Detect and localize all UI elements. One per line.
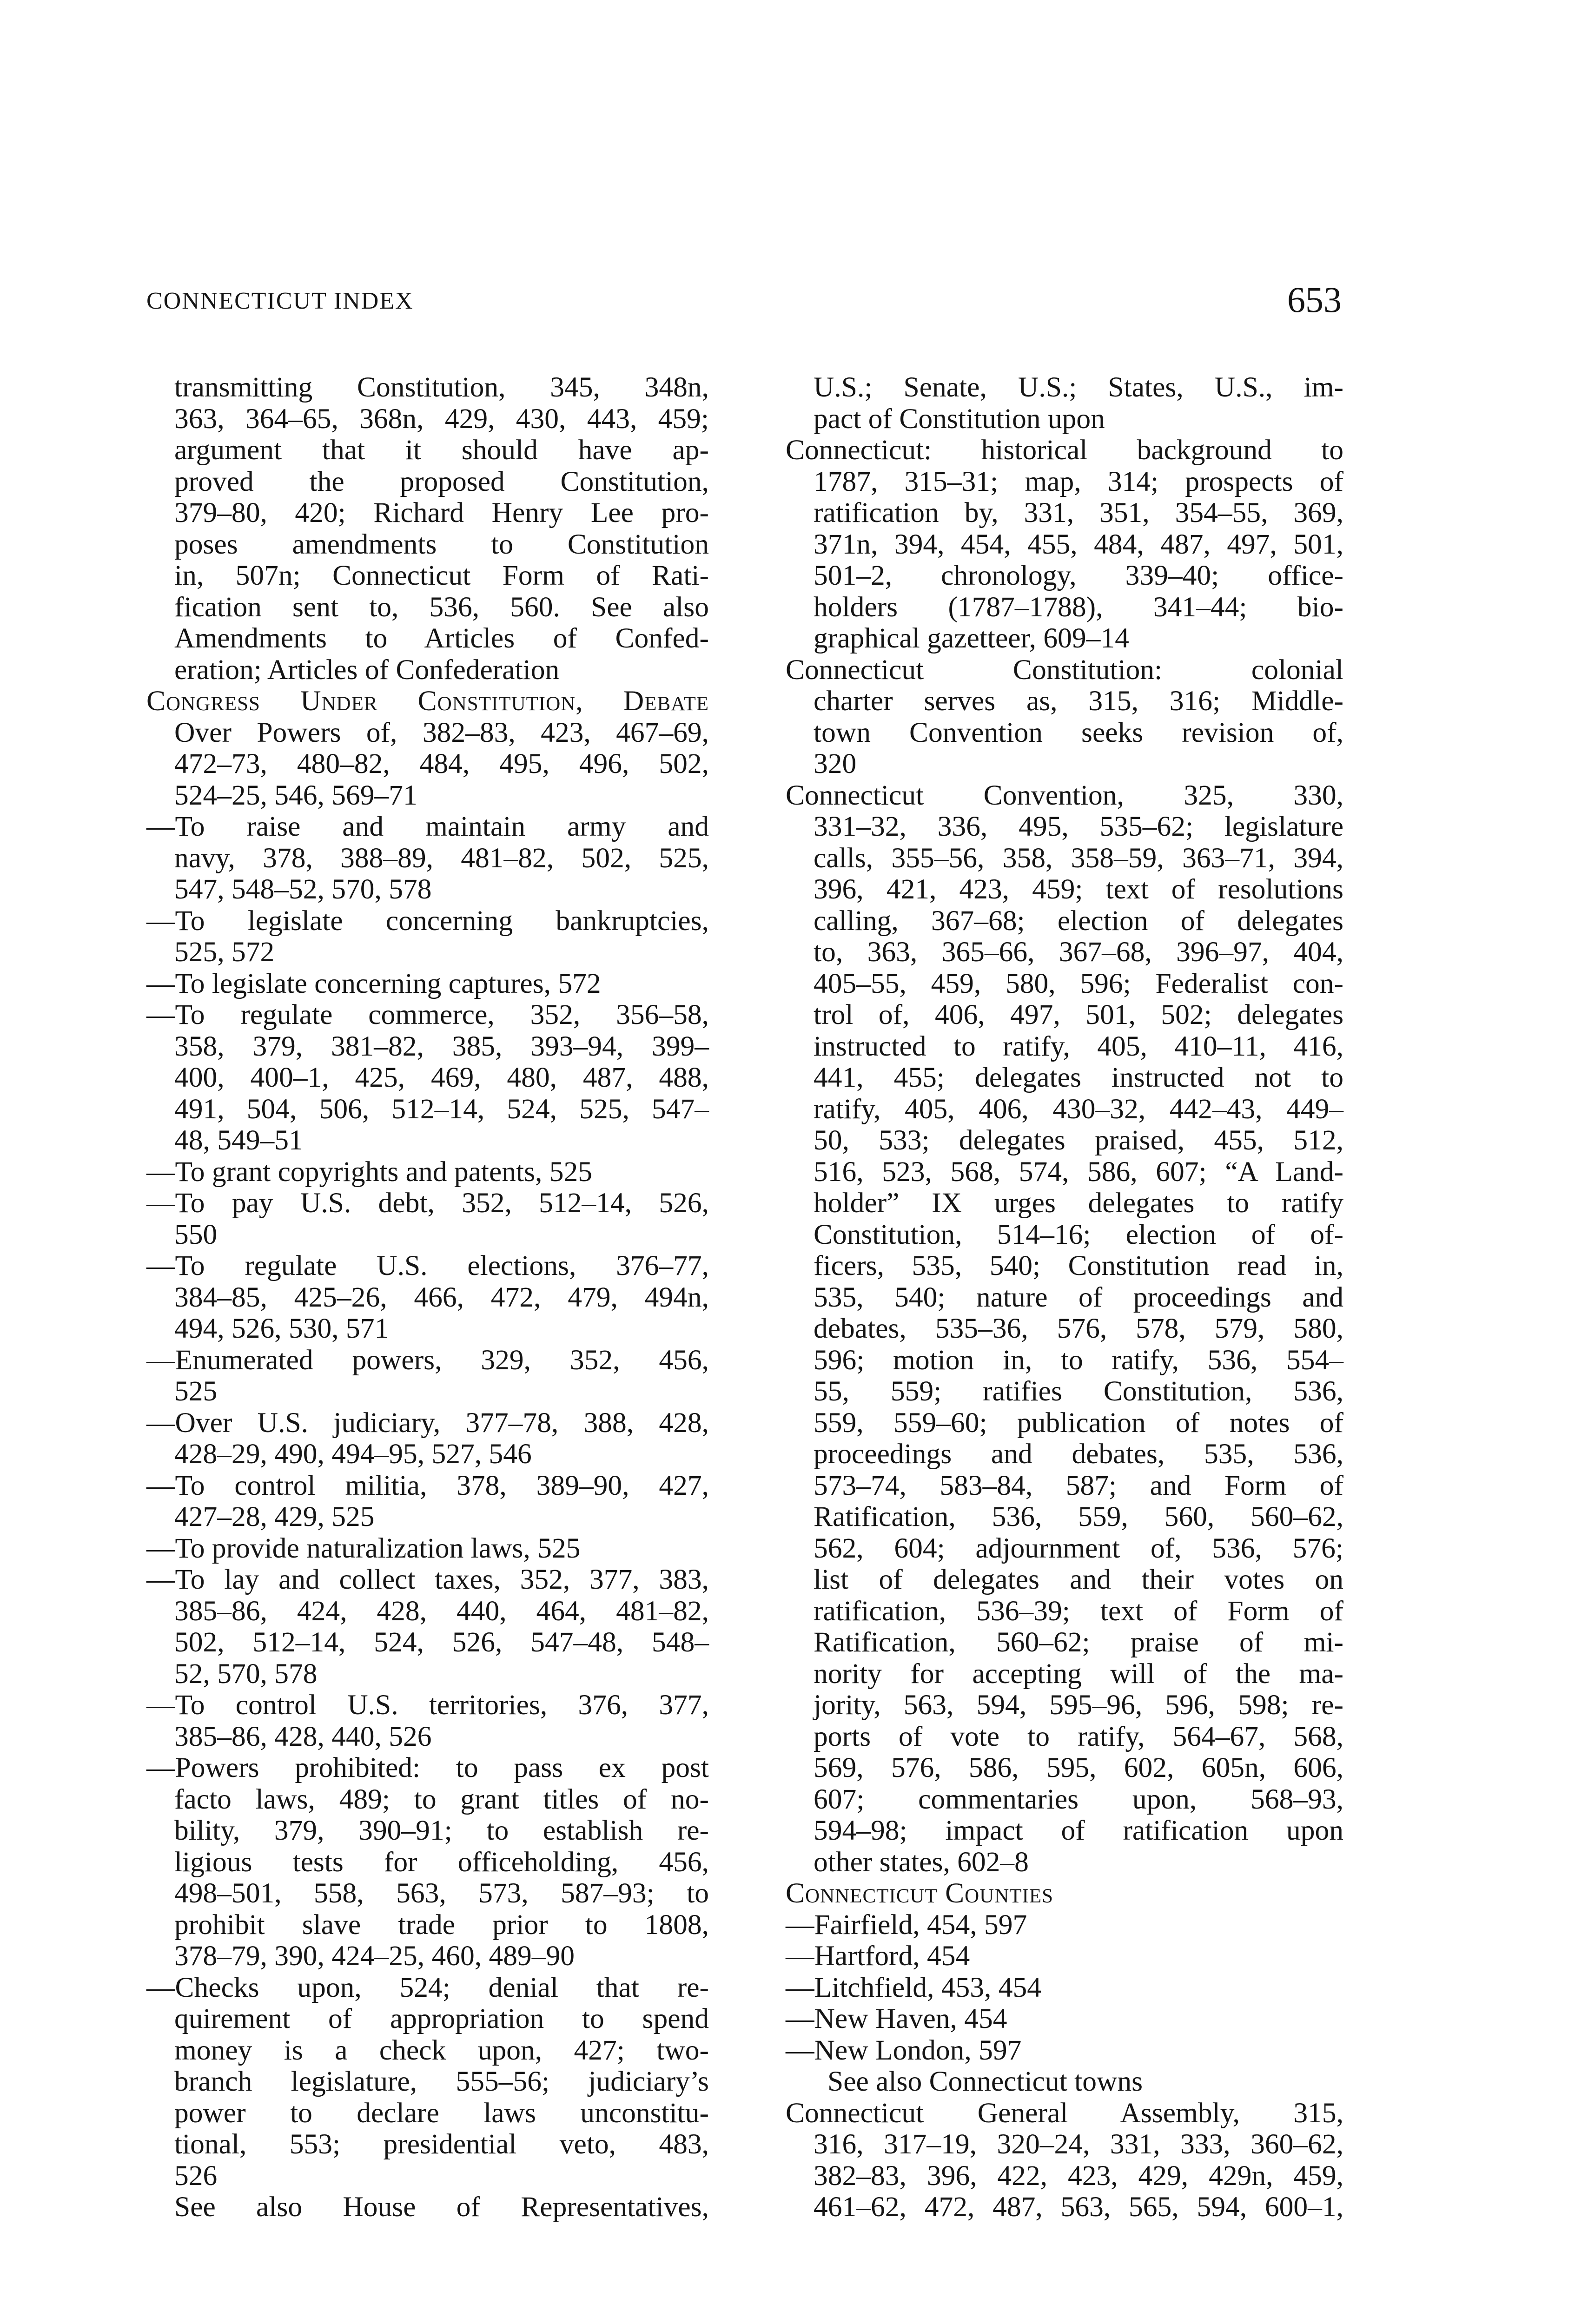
- index-line: tional, 553; presidential veto, 483,: [174, 2128, 709, 2160]
- index-line: list of delegates and their votes on: [814, 1564, 1343, 1595]
- index-line: —Litchfield, 453, 454: [786, 1971, 1041, 2003]
- index-line: 48, 549–51: [174, 1124, 303, 1156]
- index-line: 1787, 315–31; map, 314; prospects of: [814, 465, 1343, 497]
- index-line: —New Haven, 454: [786, 2003, 1007, 2034]
- index-line: graphical gazetteer, 609–14: [814, 622, 1129, 654]
- index-line: See also Connecticut towns: [827, 2066, 1143, 2097]
- index-line: —To grant copyrights and patents, 525: [146, 1155, 593, 1188]
- index-line: 55, 559; ratifies Constitution, 536,: [814, 1375, 1343, 1407]
- index-line: 502, 512–14, 524, 526, 547–48, 548–: [174, 1626, 709, 1658]
- index-line: —Powers prohibited: to pass ex post: [146, 1752, 709, 1783]
- index-line: 550: [174, 1218, 218, 1250]
- index-line: Amendments to Articles of Confed-: [174, 622, 709, 654]
- index-line: trol of, 406, 497, 501, 502; delegates: [814, 999, 1343, 1030]
- index-line: —Checks upon, 524; denial that re-: [146, 1971, 709, 2003]
- index-line: Connecticut: historical background to: [786, 434, 1343, 466]
- index-line: 385–86, 424, 428, 440, 464, 481–82,: [174, 1595, 709, 1627]
- page-number: 653: [1287, 279, 1342, 320]
- index-line: 384–85, 425–26, 466, 472, 479, 494n,: [174, 1281, 709, 1313]
- index-line: holder” IX urges delegates to ratify: [814, 1187, 1343, 1219]
- index-line: 526: [174, 2159, 218, 2192]
- left-column: [146, 372, 709, 2223]
- index-line: ratification by, 331, 351, 354–55, 369,: [814, 497, 1343, 528]
- index-line: 562, 604; adjournment of, 536, 576;: [814, 1532, 1343, 1564]
- index-line: to, 363, 365–66, 367–68, 396–97, 404,: [814, 936, 1343, 968]
- index-line: ratification, 536–39; text of Form of: [814, 1595, 1343, 1627]
- index-line: 569, 576, 586, 595, 602, 605n, 606,: [814, 1752, 1343, 1783]
- running-head: CONNECTICUT INDEX: [146, 288, 414, 314]
- index-line: —To legislate concerning bankruptcies,: [146, 905, 709, 937]
- index-line: 547, 548–52, 570, 578: [174, 873, 432, 905]
- index-line: —To raise and maintain army and: [146, 811, 709, 842]
- index-line: 378–79, 390, 424–25, 460, 489–90: [174, 1940, 575, 1972]
- index-line: —To regulate commerce, 352, 356–58,: [146, 999, 709, 1030]
- index-line: eration; Articles of Confederation: [174, 654, 560, 686]
- index-line: Over Powers of, 382–83, 423, 467–69,: [174, 716, 709, 748]
- index-line: fication sent to, 536, 560. See also: [174, 591, 709, 623]
- index-line: 498–501, 558, 563, 573, 587–93; to: [174, 1877, 709, 1909]
- index-line: 316, 317–19, 320–24, 331, 333, 360–62,: [814, 2128, 1343, 2160]
- index-line: calls, 355–56, 358, 358–59, 363–71, 394,: [814, 842, 1343, 874]
- index-line: 371n, 394, 454, 455, 484, 487, 497, 501,: [814, 528, 1343, 560]
- index-line: 494, 526, 530, 571: [174, 1313, 389, 1344]
- index-line: 525, 572: [174, 936, 275, 968]
- index-line: town Convention seeks revision of,: [814, 716, 1343, 748]
- index-line: 472–73, 480–82, 484, 495, 496, 502,: [174, 748, 709, 779]
- index-line: holders (1787–1788), 341–44; bio-: [814, 591, 1343, 623]
- index-line: quirement of appropriation to spend: [174, 2003, 709, 2034]
- index-line: 385–86, 428, 440, 526: [174, 1720, 432, 1752]
- index-line: 331–32, 336, 495, 535–62; legislature: [814, 811, 1343, 842]
- index-line: 516, 523, 568, 574, 586, 607; “A Land-: [814, 1155, 1343, 1188]
- index-line: 491, 504, 506, 512–14, 524, 525, 547–: [174, 1093, 709, 1125]
- index-line: 524–25, 546, 569–71: [174, 779, 417, 811]
- index-line: 320: [814, 748, 857, 779]
- index-line: Constitution, 514–16; election of of-: [814, 1218, 1343, 1250]
- index-line: 427–28, 429, 525: [174, 1501, 375, 1532]
- index-line: other states, 602–8: [814, 1846, 1029, 1878]
- right-column: [786, 372, 1343, 2223]
- index-line: 596; motion in, to ratify, 536, 554–: [814, 1344, 1343, 1376]
- index-line: —New London, 597: [786, 2034, 1022, 2066]
- index-line: Connecticut General Assembly, 315,: [786, 2097, 1343, 2129]
- index-line: navy, 378, 388–89, 481–82, 502, 525,: [174, 842, 709, 874]
- index-line: ligious tests for officeholding, 456,: [174, 1846, 709, 1878]
- index-line: power to declare laws unconstitu-: [174, 2097, 709, 2129]
- index-line: —Fairfield, 454, 597: [786, 1908, 1027, 1941]
- index-line: debates, 535–36, 576, 578, 579, 580,: [814, 1313, 1343, 1344]
- index-line: 428–29, 490, 494–95, 527, 546: [174, 1438, 532, 1470]
- index-line: charter serves as, 315, 316; Middle-: [814, 685, 1343, 717]
- index-line: —To pay U.S. debt, 352, 512–14, 526,: [146, 1187, 709, 1219]
- index-line: 501–2, chronology, 339–40; office-: [814, 560, 1343, 591]
- index-line: ratify, 405, 406, 430–32, 442–43, 449–: [814, 1093, 1343, 1125]
- index-line: instructed to ratify, 405, 410–11, 416,: [814, 1030, 1343, 1062]
- index-line: argument that it should have ap-: [174, 434, 709, 466]
- index-line: 441, 455; delegates instructed not to: [814, 1062, 1343, 1093]
- index-line: jority, 563, 594, 595–96, 596, 598; re-: [814, 1689, 1343, 1721]
- index-line: —Enumerated powers, 329, 352, 456,: [146, 1344, 709, 1376]
- index-line: ficers, 535, 540; Constitution read in,: [814, 1250, 1343, 1281]
- index-line: ports of vote to ratify, 564–67, 568,: [814, 1720, 1343, 1752]
- index-line: 379–80, 420; Richard Henry Lee pro-: [174, 497, 709, 528]
- index-line: in, 507n; Connecticut Form of Rati-: [174, 560, 709, 591]
- index-line: Congress Under Constitution, Debate: [146, 685, 709, 717]
- index-line: 535, 540; nature of proceedings and: [814, 1281, 1343, 1313]
- index-line: 400, 400–1, 425, 469, 480, 487, 488,: [174, 1062, 709, 1093]
- index-line: 358, 379, 381–82, 385, 393–94, 399–: [174, 1030, 709, 1062]
- index-line: transmitting Constitution, 345, 348n,: [174, 371, 709, 403]
- index-line: 382–83, 396, 422, 423, 429, 429n, 459,: [814, 2159, 1343, 2192]
- index-line: —To control U.S. territories, 376, 377,: [146, 1689, 709, 1721]
- index-line: 52, 570, 578: [174, 1657, 318, 1690]
- index-line: calling, 367–68; election of delegates: [814, 905, 1343, 937]
- index-line: 363, 364–65, 368n, 429, 430, 443, 459;: [174, 403, 709, 435]
- index-line: See also House of Representatives,: [174, 2191, 709, 2223]
- index-line: 50, 533; delegates praised, 455, 512,: [814, 1124, 1343, 1156]
- index-line: poses amendments to Constitution: [174, 528, 709, 560]
- index-line: branch legislature, 555–56; judiciary’s: [174, 2066, 709, 2097]
- index-line: Connecticut Constitution: colonial: [786, 654, 1343, 686]
- index-line: proved the proposed Constitution,: [174, 465, 709, 497]
- index-line: Connecticut Convention, 325, 330,: [786, 779, 1343, 811]
- index-line: —Hartford, 454: [786, 1940, 970, 1972]
- index-line: 461–62, 472, 487, 563, 565, 594, 600–1,: [814, 2191, 1343, 2223]
- index-line: U.S.; Senate, U.S.; States, U.S., im-: [814, 371, 1343, 403]
- index-line: 594–98; impact of ratification upon: [814, 1815, 1343, 1846]
- index-line: facto laws, 489; to grant titles of no-: [174, 1783, 709, 1815]
- index-line: bility, 379, 390–91; to establish re-: [174, 1815, 709, 1846]
- index-line: Ratification, 536, 559, 560, 560–62,: [814, 1501, 1343, 1532]
- index-line: —To provide naturalization laws, 525: [146, 1532, 581, 1564]
- index-line: proceedings and debates, 535, 536,: [814, 1438, 1343, 1470]
- index-line: nority for accepting will of the ma-: [814, 1657, 1343, 1690]
- index-line: —To lay and collect taxes, 352, 377, 383,: [146, 1564, 709, 1595]
- index-line: 396, 421, 423, 459; text of resolutions: [814, 873, 1343, 905]
- index-line: money is a check upon, 427; two-: [174, 2034, 709, 2066]
- index-line: —Over U.S. judiciary, 377–78, 388, 428,: [146, 1406, 709, 1439]
- index-line: Ratification, 560–62; praise of mi-: [814, 1626, 1343, 1658]
- index-line: 405–55, 459, 580, 596; Federalist con-: [814, 967, 1343, 999]
- index-line: —To legislate concerning captures, 572: [146, 967, 601, 999]
- index-line: —To control militia, 378, 389–90, 427,: [146, 1469, 709, 1501]
- index-line: 525: [174, 1375, 218, 1407]
- index-line: Connecticut Counties: [786, 1877, 1054, 1909]
- index-line: 573–74, 583–84, 587; and Form of: [814, 1469, 1343, 1501]
- index-line: pact of Constitution upon: [814, 403, 1105, 435]
- index-line: 607; commentaries upon, 568–93,: [814, 1783, 1343, 1815]
- index-line: prohibit slave trade prior to 1808,: [174, 1908, 709, 1941]
- index-line: 559, 559–60; publication of notes of: [814, 1406, 1343, 1439]
- index-line: —To regulate U.S. elections, 376–77,: [146, 1250, 709, 1281]
